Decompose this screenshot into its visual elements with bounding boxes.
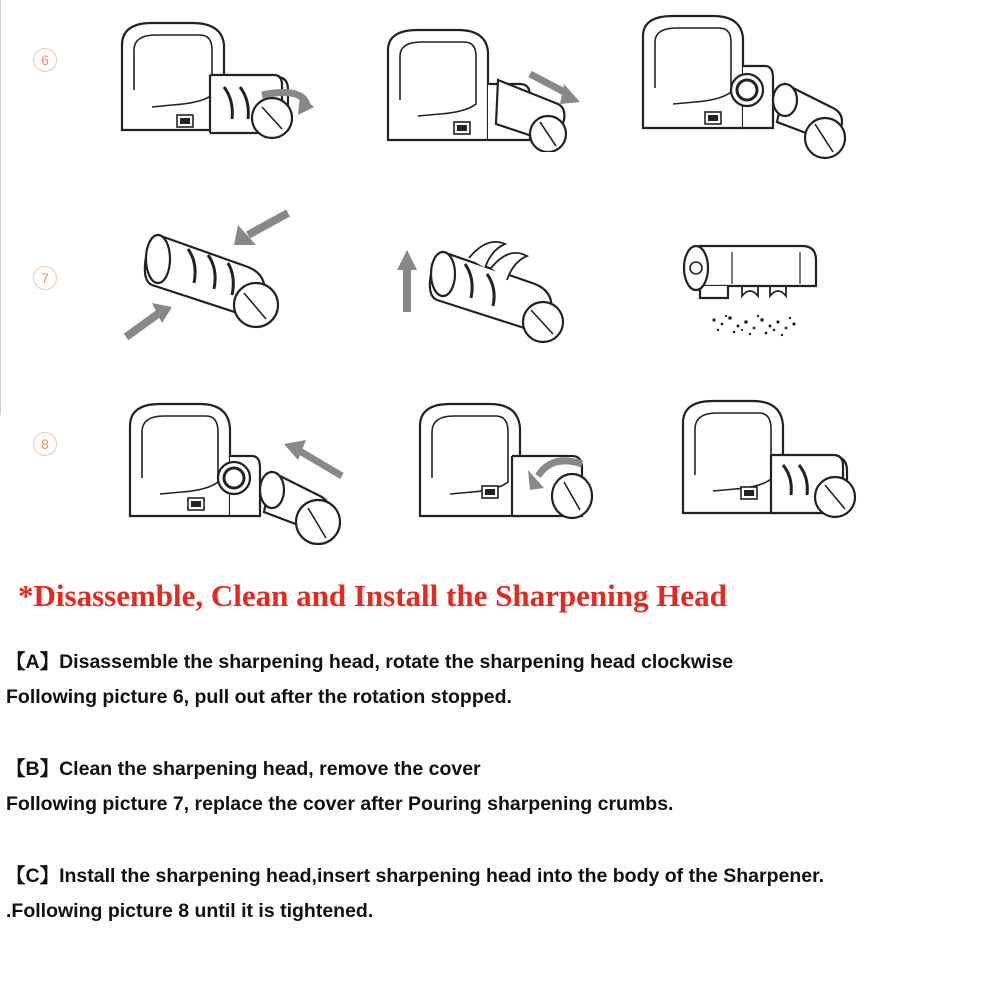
instruction-a-line2: Following picture 6, pull out after the rotation stopped. (6, 686, 512, 708)
instruction-c-line1 (6, 859, 824, 894)
page-divider (0, 0, 1, 415)
sharpener-head-removed-figure (635, 10, 865, 160)
page-title: *Disassemble, Clean and Install the Sharpening Head (18, 578, 727, 613)
instruction-c (6, 859, 824, 929)
instruction-a (6, 645, 733, 715)
instruction-c-line2: .Following picture 8 until it is tightened. (6, 900, 374, 922)
head-tighten-figure (412, 398, 602, 523)
step-number-7: 7 (33, 266, 57, 290)
instruction-b-marker: 【B】 (6, 758, 60, 780)
instruction-b (6, 752, 673, 822)
step-number-6: 6 (33, 48, 57, 72)
sharpener-assembled-figure (675, 395, 865, 520)
sharpener-pull-out-figure (380, 22, 590, 152)
instruction-c-text: Install the sharpening head,insert sharpening head into the body of the Sharpener. (59, 865, 825, 887)
step-number-8: 8 (33, 432, 57, 456)
sharpener-rotate-figure (112, 15, 322, 145)
instruction-a-text: Disassemble the sharpening head, rotate the sharpening head clockwise (59, 651, 734, 673)
head-insert-figure (122, 398, 362, 553)
instruction-b-text: Clean the sharpening head, remove the cover (59, 758, 481, 780)
instruction-a-line1 (6, 645, 733, 680)
head-pour-crumbs-figure (672, 238, 832, 348)
instruction-b-line1 (6, 752, 673, 787)
head-remove-cover-figure (118, 205, 298, 350)
instruction-a-marker: 【A】 (6, 651, 60, 673)
head-cover-opened-figure (395, 228, 565, 348)
instruction-c-marker: 【C】 (6, 865, 60, 887)
instruction-b-line2: Following picture 7, replace the cover after Pouring sharpening crumbs. (6, 793, 674, 815)
